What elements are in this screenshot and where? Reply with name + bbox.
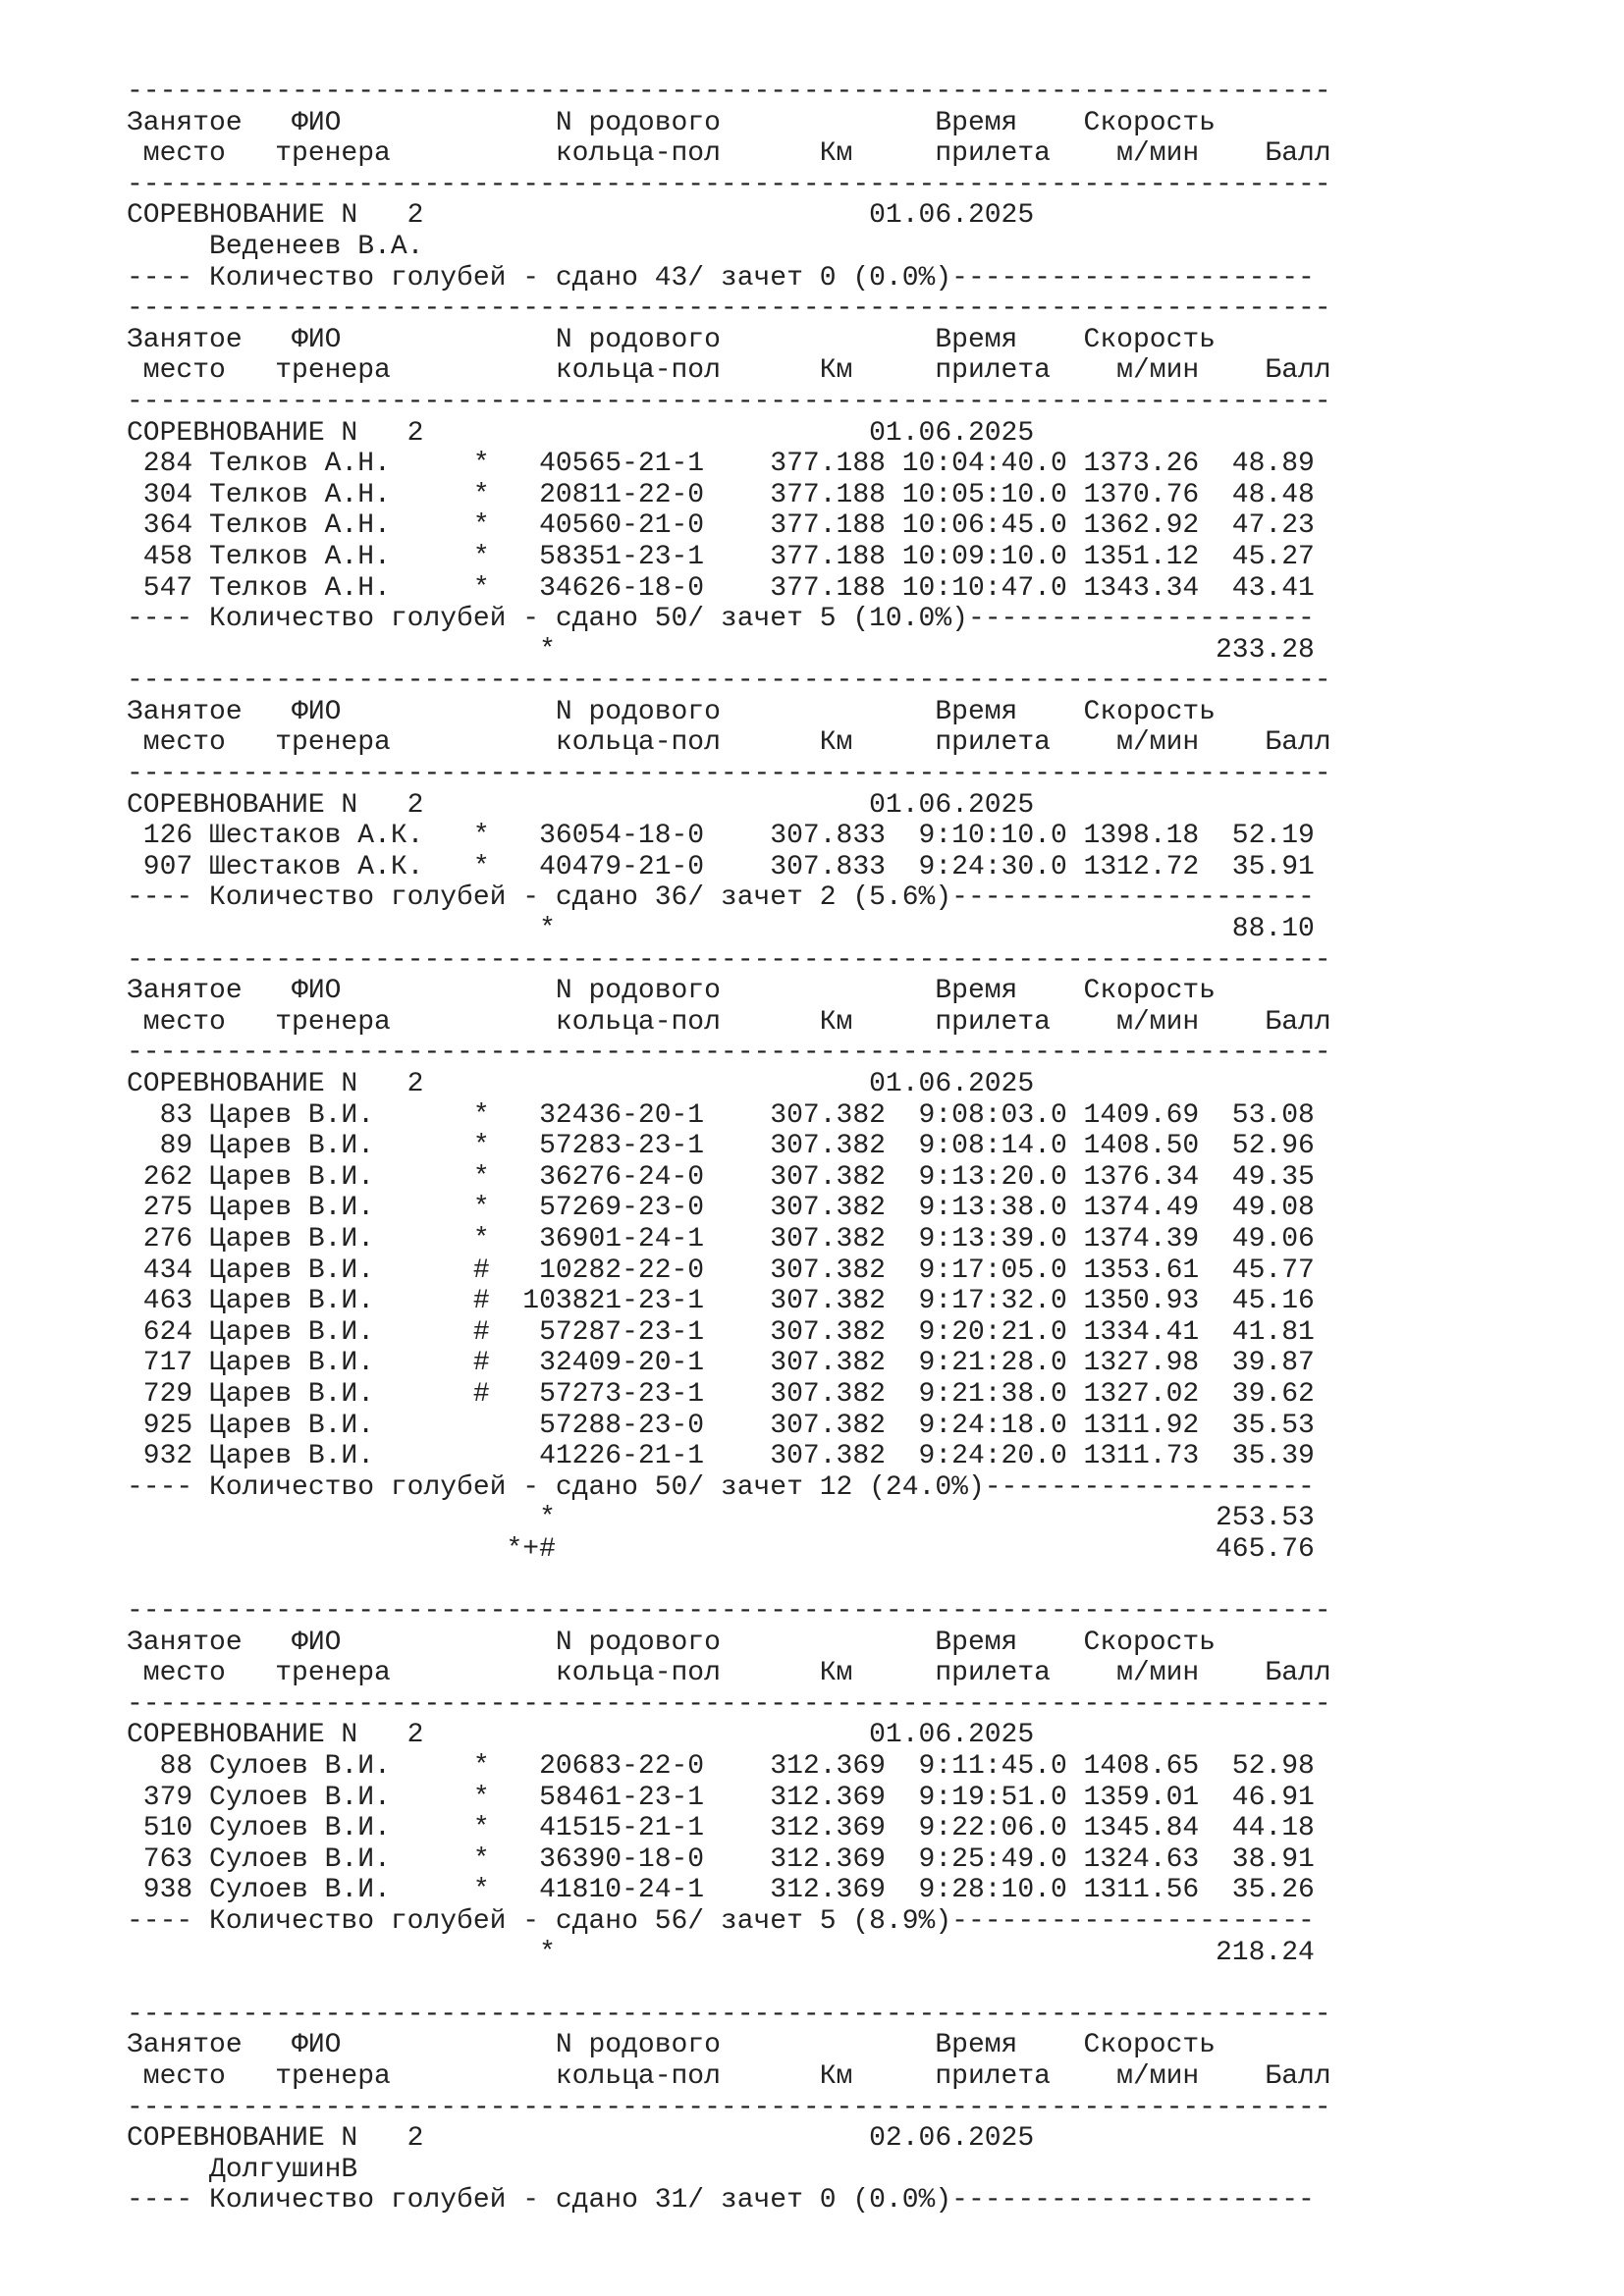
- summary-line: ---- Количество голубей - сдано 43/ зачет 0 (0.0%)----------------------: [127, 262, 1315, 294]
- result-row: 510 Сулоев В.И. * 41515-21-1 312.369 9:22:06.0 1345.84 44.18: [127, 1813, 1315, 1844]
- result-row: 89 Царев В.И. * 57283-23-1 307.382 9:08:14.0 1408.50 52.96: [127, 1131, 1315, 1162]
- result-row: 275 Царев В.И. * 57269-23-0 307.382 9:13:38.0 1374.49 49.08: [127, 1193, 1315, 1224]
- divider-line: -------------------------------------------------------------------------: [127, 386, 1331, 417]
- competition-line: СОРЕВНОВАНИЕ N 2 01.06.2025: [127, 1069, 1035, 1099]
- total-line: *+# 465.76: [127, 1533, 1315, 1565]
- result-row: 547 Телков А.Н. * 34626-18-0 377.188 10:10:47.0 1343.34 43.41: [127, 572, 1315, 604]
- result-row: 88 Сулоев В.И. * 20683-22-0 312.369 9:11:45.0 1408.65 52.98: [127, 1751, 1315, 1783]
- result-row: 304 Телков А.Н. * 20811-22-0 377.188 10:05:10.0 1370.76 48.48: [127, 479, 1315, 510]
- total-line: * 233.28: [127, 634, 1315, 666]
- result-row: 463 Царев В.И. # 103821-23-1 307.382 9:17:32.0 1350.93 45.16: [127, 1286, 1315, 1317]
- divider-line: -------------------------------------------------------------------------: [127, 294, 1331, 325]
- divider-line: -------------------------------------------------------------------------: [127, 944, 1331, 976]
- result-row: 434 Царев В.И. # 10282-22-0 307.382 9:17:05.0 1353.61 45.77: [127, 1255, 1315, 1286]
- column-header-line-2: место тренера кольца-пол Км прилета м/мин Балл: [127, 1658, 1331, 1689]
- column-header-line-2: место тренера кольца-пол Км прилета м/мин Балл: [127, 1006, 1331, 1038]
- result-row: 763 Сулоев В.И. * 36390-18-0 312.369 9:25:49.0 1324.63 38.91: [127, 1843, 1315, 1875]
- result-row: 925 Царев В.И. 57288-23-0 307.382 9:24:18.0 1311.92 35.53: [127, 1410, 1315, 1441]
- total-line: * 88.10: [127, 914, 1315, 945]
- column-header-line-2: место тренера кольца-пол Км прилета м/мин Балл: [127, 727, 1331, 759]
- column-header-line-1: Занятое ФИО N родового Время Скорость: [127, 2030, 1216, 2061]
- competition-line: СОРЕВНОВАНИЕ N 2 01.06.2025: [127, 1720, 1035, 1751]
- divider-line: -------------------------------------------------------------------------: [127, 2092, 1331, 2123]
- result-row: 729 Царев В.И. # 57273-23-1 307.382 9:21:38.0 1327.02 39.62: [127, 1378, 1315, 1410]
- column-header-line-1: Занятое ФИО N родового Время Скорость: [127, 324, 1216, 355]
- column-header-line-1: Занятое ФИО N родового Время Скорость: [127, 696, 1216, 727]
- result-row: 276 Царев В.И. * 36901-24-1 307.382 9:13:39.0 1374.39 49.06: [127, 1223, 1315, 1255]
- divider-line: -------------------------------------------------------------------------: [127, 1999, 1331, 2030]
- divider-line: -------------------------------------------------------------------------: [127, 1688, 1331, 1720]
- column-header-line-1: Занятое ФИО N родового Время Скорость: [127, 976, 1216, 1007]
- summary-line: ---- Количество голубей - сдано 50/ зачет 12 (24.0%)--------------------: [127, 1471, 1315, 1503]
- results-report: [127, 77, 1501, 2216]
- result-row: 126 Шестаков А.К. * 36054-18-0 307.833 9:10:10.0 1398.18 52.19: [127, 821, 1315, 852]
- column-header-line-1: Занятое ФИО N родового Время Скорость: [127, 107, 1216, 138]
- competition-line: СОРЕВНОВАНИЕ N 2 01.06.2025: [127, 417, 1035, 449]
- result-row: 83 Царев В.И. * 32436-20-1 307.382 9:08:03.0 1409.69 53.08: [127, 1099, 1315, 1131]
- result-row: 938 Сулоев В.И. * 41810-24-1 312.369 9:28:10.0 1311.56 35.26: [127, 1875, 1315, 1906]
- trainer-name-line: Веденеев В.А.: [127, 231, 424, 262]
- result-row: 907 Шестаков А.К. * 40479-21-0 307.833 9:24:30.0 1312.72 35.91: [127, 851, 1315, 882]
- result-row: 379 Сулоев В.И. * 58461-23-1 312.369 9:19:51.0 1359.01 46.91: [127, 1782, 1315, 1813]
- divider-line: -------------------------------------------------------------------------: [127, 77, 1331, 107]
- column-header-line-2: место тренера кольца-пол Км прилета м/мин Балл: [127, 138, 1331, 170]
- total-line: * 253.53: [127, 1503, 1315, 1534]
- summary-line: ---- Количество голубей - сдано 36/ зачет 2 (5.6%)----------------------: [127, 882, 1315, 914]
- divider-line: -------------------------------------------------------------------------: [127, 169, 1331, 200]
- column-header-line-1: Занятое ФИО N родового Время Скорость: [127, 1627, 1216, 1658]
- blank-line: [127, 1566, 1501, 1597]
- result-row: 458 Телков А.Н. * 58351-23-1 377.188 10:09:10.0 1351.12 45.27: [127, 541, 1315, 572]
- divider-line: -------------------------------------------------------------------------: [127, 1038, 1331, 1069]
- summary-line: ---- Количество голубей - сдано 50/ зачет 5 (10.0%)---------------------: [127, 604, 1315, 635]
- total-line: * 218.24: [127, 1937, 1315, 1968]
- result-row: 932 Царев В.И. 41226-21-1 307.382 9:24:20.0 1311.73 35.39: [127, 1441, 1315, 1472]
- result-row: 624 Царев В.И. # 57287-23-1 307.382 9:20:21.0 1334.41 41.81: [127, 1316, 1315, 1348]
- column-header-line-2: место тренера кольца-пол Км прилета м/мин Балл: [127, 2061, 1331, 2092]
- result-row: 364 Телков А.Н. * 40560-21-0 377.188 10:06:45.0 1362.92 47.23: [127, 510, 1315, 542]
- blank-line: [127, 1968, 1501, 2000]
- result-row: 284 Телков А.Н. * 40565-21-1 377.188 10:04:40.0 1373.26 48.89: [127, 449, 1315, 480]
- summary-line: ---- Количество голубей - сдано 56/ зачет 5 (8.9%)----------------------: [127, 1906, 1315, 1938]
- result-row: 717 Царев В.И. # 32409-20-1 307.382 9:21:28.0 1327.98 39.87: [127, 1348, 1315, 1379]
- competition-line: СОРЕВНОВАНИЕ N 2 02.06.2025: [127, 2123, 1035, 2155]
- divider-line: -------------------------------------------------------------------------: [127, 666, 1331, 697]
- column-header-line-2: место тренера кольца-пол Км прилета м/мин Балл: [127, 355, 1331, 387]
- summary-line: ---- Количество голубей - сдано 31/ зачет 0 (0.0%)----------------------: [127, 2185, 1315, 2216]
- competition-line: СОРЕВНОВАНИЕ N 2 01.06.2025: [127, 200, 1035, 232]
- divider-line: -------------------------------------------------------------------------: [127, 1596, 1331, 1628]
- trainer-name-line: ДолгушинВ: [127, 2154, 358, 2185]
- divider-line: -------------------------------------------------------------------------: [127, 759, 1331, 790]
- competition-line: СОРЕВНОВАНИЕ N 2 01.06.2025: [127, 789, 1035, 821]
- result-row: 262 Царев В.И. * 36276-24-0 307.382 9:13:20.0 1376.34 49.35: [127, 1161, 1315, 1193]
